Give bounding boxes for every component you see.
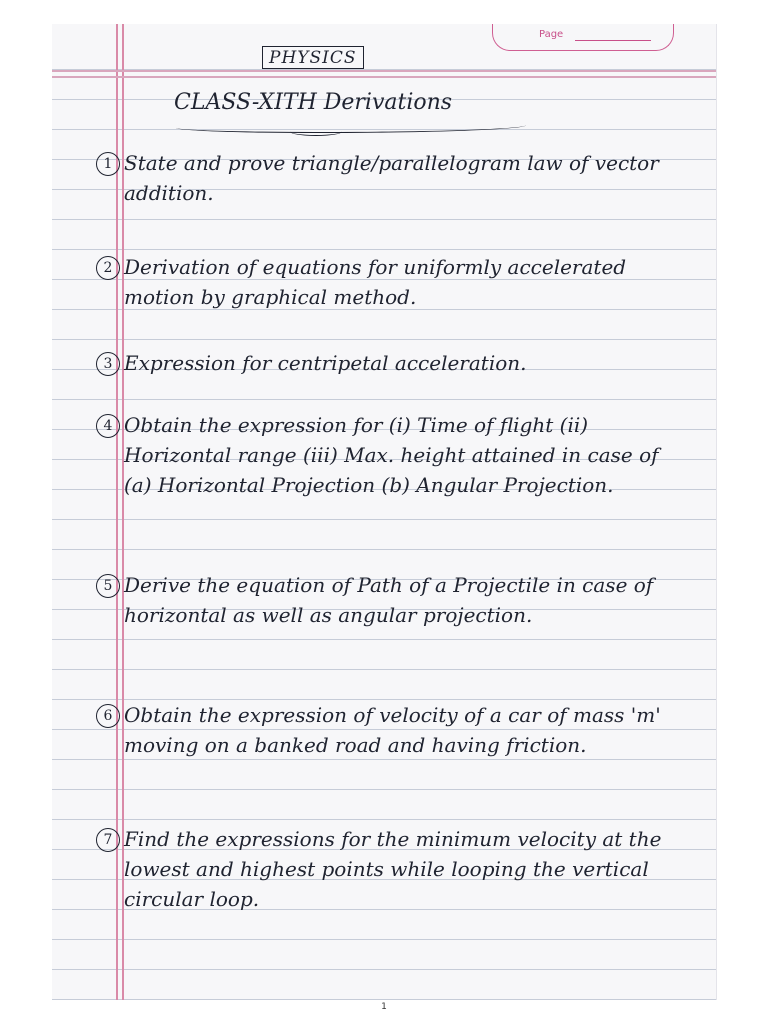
question-text: Derive the equation of Path of a Projectile in case of horizontal as well as angular projection. <box>124 573 654 627</box>
question-text: Derivation of equations for uniformly accelerated motion by graphical method. <box>124 255 627 309</box>
header-rule <box>52 70 716 72</box>
question-text: Obtain the expression of velocity of a car of mass 'm' moving on a banked road and having friction. <box>124 703 661 757</box>
page-number: 1 <box>381 1002 387 1012</box>
page-title: CLASS-XITH Derivations <box>174 90 453 115</box>
question-text: State and prove triangle/parallelogram law of vector addition. <box>124 151 659 205</box>
page-number-box <box>492 24 674 51</box>
question-number: 6 <box>96 704 120 728</box>
question-number: 1 <box>96 152 120 176</box>
page-label: Page <box>539 29 564 40</box>
header-rule <box>52 76 716 78</box>
notebook-page <box>52 24 717 1000</box>
question-number: 5 <box>96 574 120 598</box>
question-text: Find the expressions for the minimum velocity at the lowest and highest points while looping the vertical circular loop. <box>124 827 662 911</box>
question-number: 2 <box>96 256 120 280</box>
title-underline <box>176 120 526 133</box>
question-number: 4 <box>96 414 120 438</box>
subject-heading: PHYSICS <box>262 46 364 69</box>
question-number: 7 <box>96 828 120 852</box>
page-number-line <box>575 40 651 41</box>
question-number: 3 <box>96 352 120 376</box>
question-text: Obtain the expression for (i) Time of flight (ii) Horizontal range (iii) Max. height attained in case of (a) Horizontal Projection (b) Angular Projection. <box>124 413 659 497</box>
title-underline-accent <box>290 127 342 136</box>
question-text: Expression for centripetal acceleration. <box>124 351 527 375</box>
